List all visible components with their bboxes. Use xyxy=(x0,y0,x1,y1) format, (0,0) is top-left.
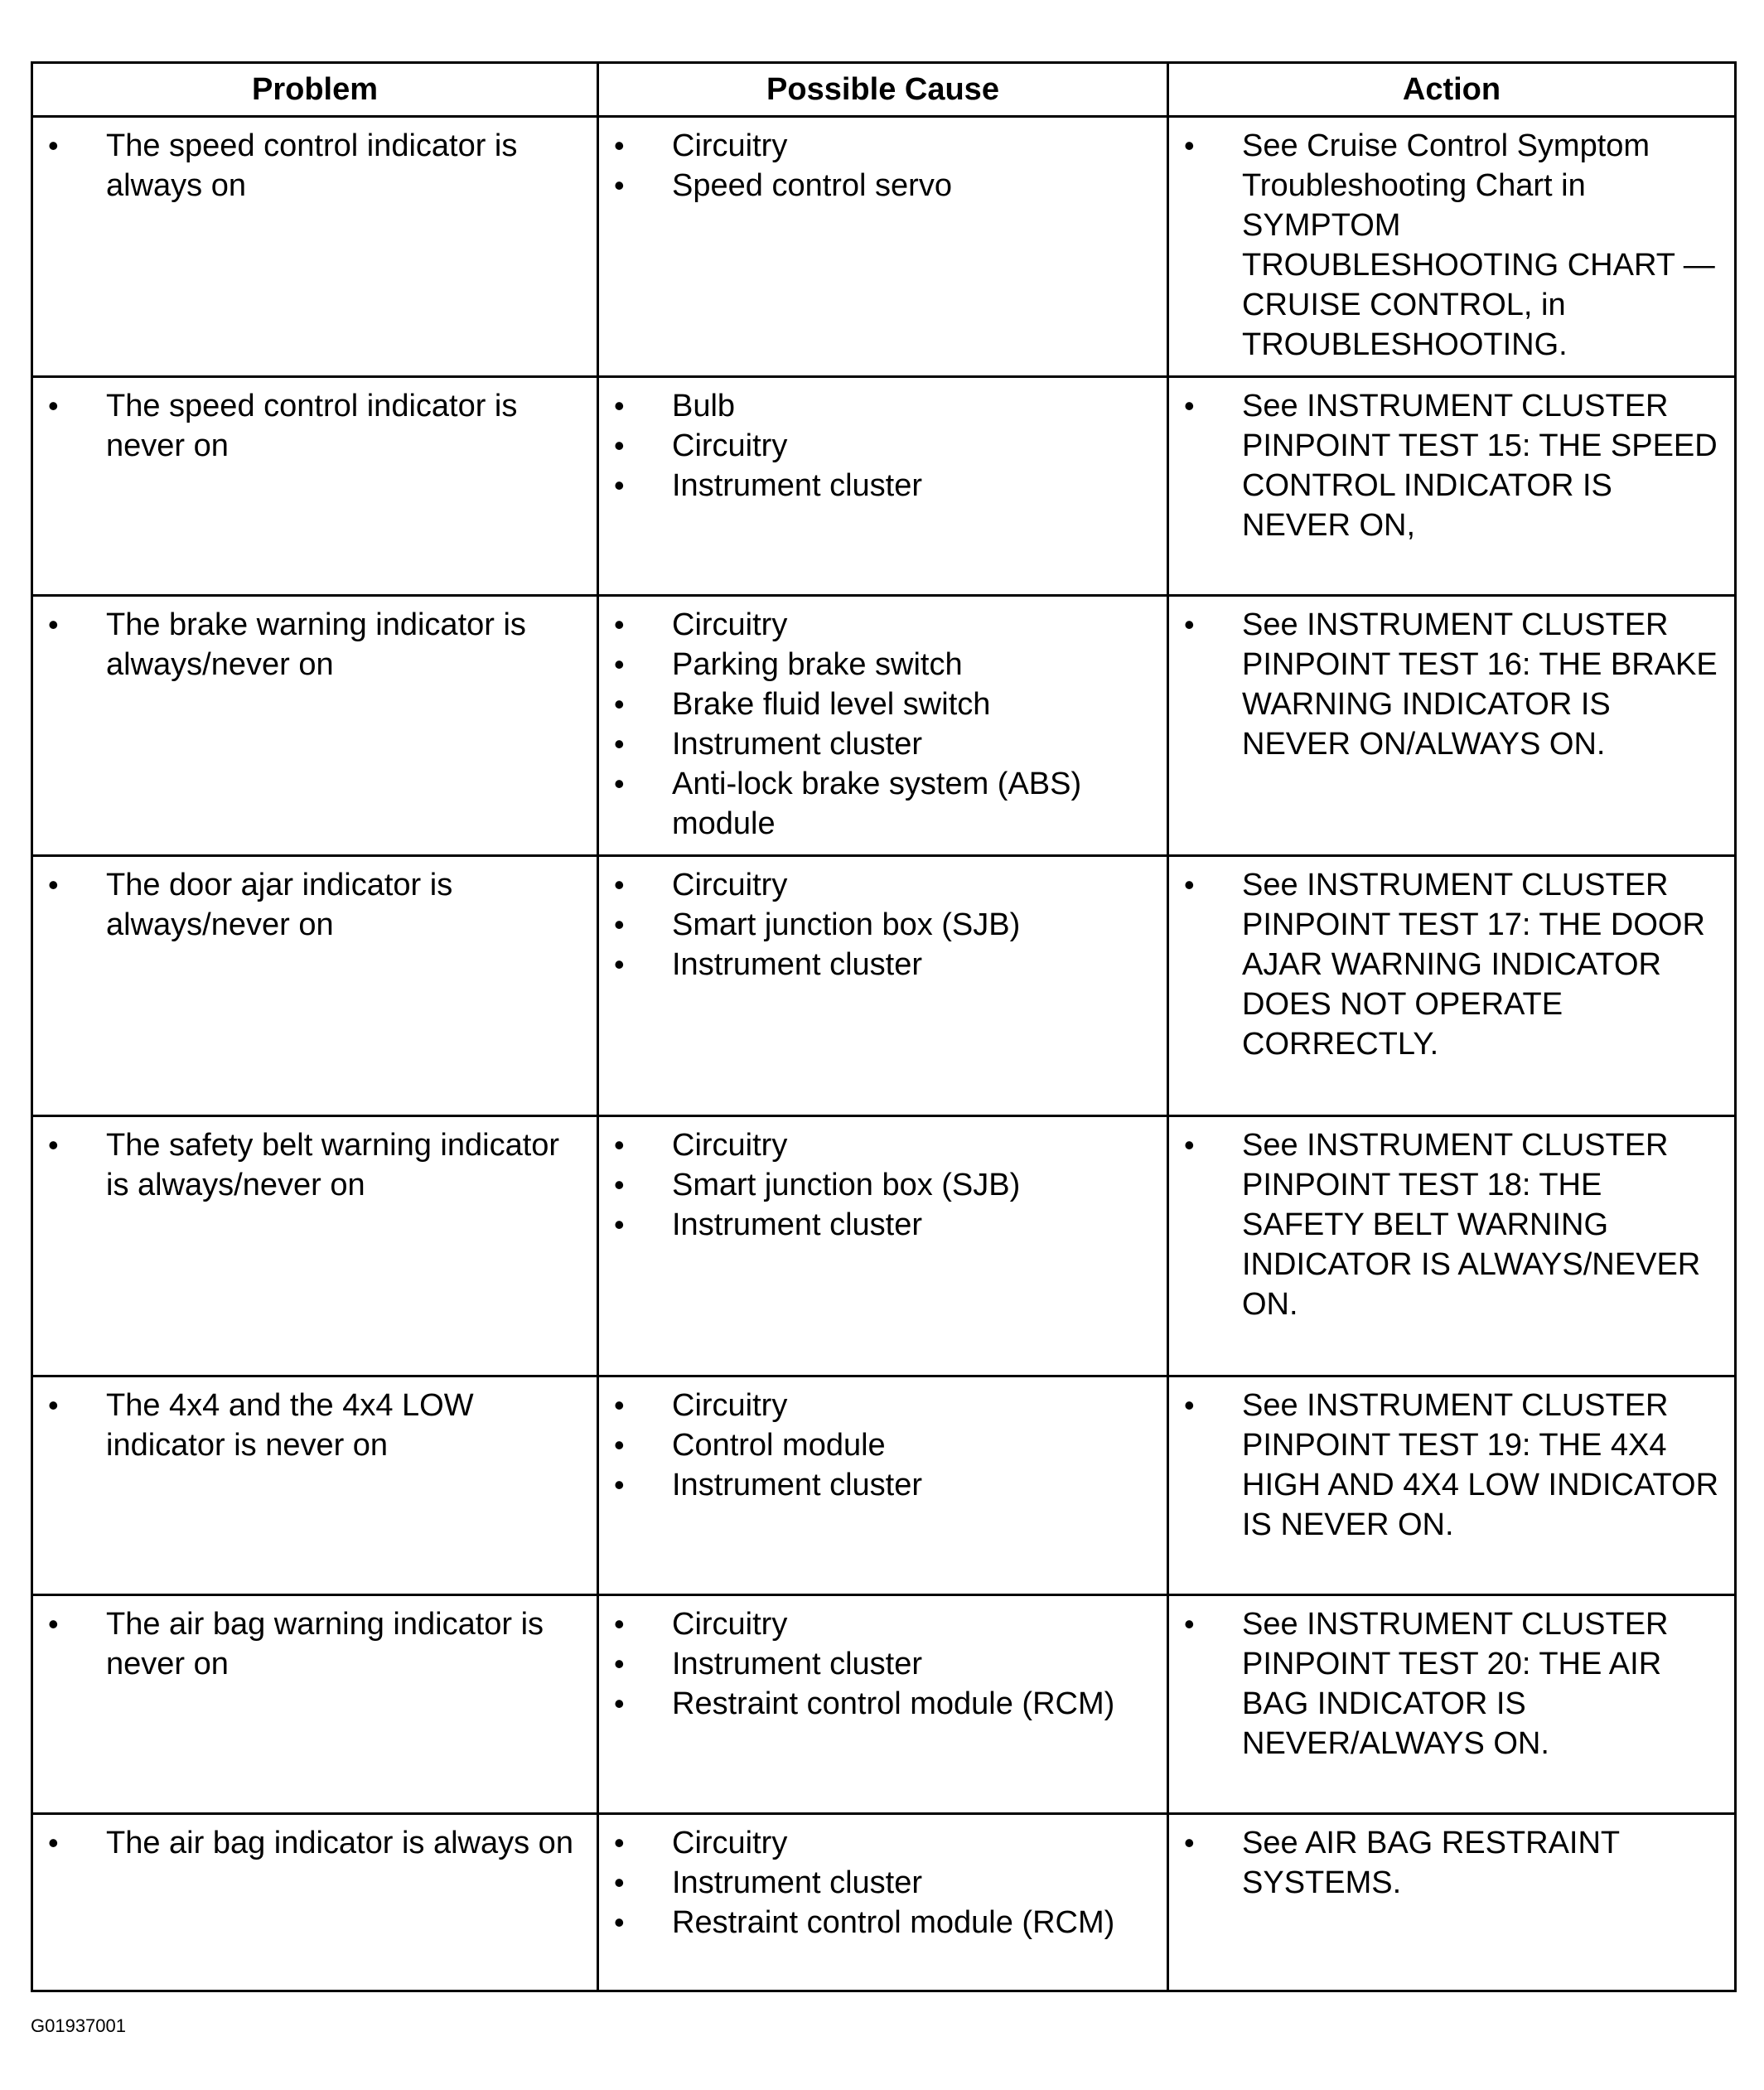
figure-id-caption: G01937001 xyxy=(31,2015,126,2036)
table-row xyxy=(32,596,1736,856)
possible-cause-list xyxy=(607,1125,1153,1245)
action-list xyxy=(1177,1125,1721,1324)
problem-list xyxy=(41,1386,583,1465)
possible-cause-cell xyxy=(598,117,1168,377)
action-cell xyxy=(1168,1814,1736,1991)
possible-cause-item: • Circuitry xyxy=(607,605,1153,645)
header-problem: Problem xyxy=(32,63,598,117)
problem-cell xyxy=(32,117,598,377)
problem-text: • The speed control indicator is always on xyxy=(41,126,583,206)
possible-cause-cell xyxy=(598,596,1168,856)
possible-cause-item: • Instrument cluster xyxy=(607,945,1153,985)
action-text: • See INSTRUMENT CLUSTER PINPOINT TEST 16: THE BRAKE WARNING INDICATOR IS NEVER ON/ALWAYS ON. xyxy=(1177,605,1721,764)
possible-cause-list xyxy=(607,1823,1153,1942)
problem-text: • The brake warning indicator is always/never on xyxy=(41,605,583,685)
table-row xyxy=(32,1814,1736,1991)
problem-text: • The safety belt warning indicator is always/never on xyxy=(41,1125,583,1205)
table-row xyxy=(32,1116,1736,1376)
possible-cause-item: • Circuitry xyxy=(607,1125,1153,1165)
possible-cause-list xyxy=(607,386,1153,506)
problem-list xyxy=(41,605,583,685)
possible-cause-item: • Circuitry xyxy=(607,126,1153,166)
table-row xyxy=(32,1595,1736,1814)
table-row xyxy=(32,1376,1736,1595)
possible-cause-item: • Circuitry xyxy=(607,1386,1153,1425)
table-body xyxy=(32,117,1736,1991)
possible-cause-list xyxy=(607,1386,1153,1505)
header-action: Action xyxy=(1168,63,1736,117)
possible-cause-item: • Restraint control module (RCM) xyxy=(607,1903,1153,1942)
header-possible-cause: Possible Cause xyxy=(598,63,1168,117)
possible-cause-item: • Instrument cluster xyxy=(607,466,1153,506)
action-list xyxy=(1177,1604,1721,1763)
action-text: • See INSTRUMENT CLUSTER PINPOINT TEST 17: THE DOOR AJAR WARNING INDICATOR DOES NOT OPERATE CORRECTLY. xyxy=(1177,865,1721,1064)
possible-cause-list xyxy=(607,1604,1153,1724)
problem-list xyxy=(41,126,583,206)
possible-cause-cell xyxy=(598,1814,1168,1991)
possible-cause-item: • Smart junction box (SJB) xyxy=(607,1165,1153,1205)
possible-cause-item: • Smart junction box (SJB) xyxy=(607,905,1153,945)
action-cell xyxy=(1168,596,1736,856)
possible-cause-list xyxy=(607,605,1153,844)
possible-cause-item: • Parking brake switch xyxy=(607,645,1153,685)
problem-list xyxy=(41,1823,583,1863)
problem-cell xyxy=(32,377,598,596)
action-list xyxy=(1177,1823,1721,1903)
possible-cause-cell xyxy=(598,1376,1168,1595)
problem-text: • The 4x4 and the 4x4 LOW indicator is never on xyxy=(41,1386,583,1465)
possible-cause-item: • Instrument cluster xyxy=(607,1863,1153,1903)
problem-text: • The speed control indicator is never on xyxy=(41,386,583,466)
problem-cell xyxy=(32,1814,598,1991)
action-list xyxy=(1177,605,1721,764)
possible-cause-item: • Brake fluid level switch xyxy=(607,685,1153,724)
possible-cause-cell xyxy=(598,377,1168,596)
possible-cause-item: • Instrument cluster xyxy=(607,724,1153,764)
possible-cause-item: • Bulb xyxy=(607,386,1153,426)
diagnostic-table-container xyxy=(31,61,1734,1992)
possible-cause-item: • Instrument cluster xyxy=(607,1205,1153,1245)
action-text: • See Cruise Control Symptom Troubleshooting Chart in SYMPTOM TROUBLESHOOTING CHART — CRUISE CONTROL, in TROUBLESHOOTING. xyxy=(1177,126,1721,365)
table-row xyxy=(32,377,1736,596)
problem-cell xyxy=(32,1595,598,1814)
problem-list xyxy=(41,865,583,945)
problem-cell xyxy=(32,596,598,856)
action-text: • See INSTRUMENT CLUSTER PINPOINT TEST 18: THE SAFETY BELT WARNING INDICATOR IS ALWAYS/NEVER ON. xyxy=(1177,1125,1721,1324)
possible-cause-item: • Control module xyxy=(607,1425,1153,1465)
possible-cause-item: • Instrument cluster xyxy=(607,1465,1153,1505)
problem-cell xyxy=(32,1376,598,1595)
action-list xyxy=(1177,126,1721,365)
possible-cause-item: • Circuitry xyxy=(607,1604,1153,1644)
problem-cell xyxy=(32,1116,598,1376)
action-cell xyxy=(1168,377,1736,596)
action-list xyxy=(1177,386,1721,545)
possible-cause-item: • Circuitry xyxy=(607,865,1153,905)
possible-cause-item: • Anti-lock brake system (ABS) module xyxy=(607,764,1153,844)
problem-text: • The door ajar indicator is always/never on xyxy=(41,865,583,945)
action-cell xyxy=(1168,1116,1736,1376)
possible-cause-cell xyxy=(598,856,1168,1116)
possible-cause-item: • Circuitry xyxy=(607,1823,1153,1863)
problem-cell xyxy=(32,856,598,1116)
problem-list xyxy=(41,1125,583,1205)
action-text: • See AIR BAG RESTRAINT SYSTEMS. xyxy=(1177,1823,1721,1903)
table-header-row xyxy=(32,63,1736,117)
action-text: • See INSTRUMENT CLUSTER PINPOINT TEST 20: THE AIR BAG INDICATOR IS NEVER/ALWAYS ON. xyxy=(1177,1604,1721,1763)
action-list xyxy=(1177,1386,1721,1545)
problem-list xyxy=(41,386,583,466)
possible-cause-item: • Restraint control module (RCM) xyxy=(607,1684,1153,1724)
table-row xyxy=(32,856,1736,1116)
table-row xyxy=(32,117,1736,377)
action-text: • See INSTRUMENT CLUSTER PINPOINT TEST 19: THE 4X4 HIGH AND 4X4 LOW INDICATOR IS NEVER ON. xyxy=(1177,1386,1721,1545)
problem-list xyxy=(41,1604,583,1684)
action-list xyxy=(1177,865,1721,1064)
possible-cause-cell xyxy=(598,1595,1168,1814)
action-cell xyxy=(1168,1376,1736,1595)
possible-cause-cell xyxy=(598,1116,1168,1376)
action-cell xyxy=(1168,856,1736,1116)
possible-cause-item: • Circuitry xyxy=(607,426,1153,466)
possible-cause-item: • Instrument cluster xyxy=(607,1644,1153,1684)
diagnostic-table xyxy=(31,61,1737,1992)
action-text: • See INSTRUMENT CLUSTER PINPOINT TEST 15: THE SPEED CONTROL INDICATOR IS NEVER ON, xyxy=(1177,386,1721,545)
possible-cause-list xyxy=(607,126,1153,206)
action-cell xyxy=(1168,117,1736,377)
problem-text: • The air bag indicator is always on xyxy=(41,1823,583,1863)
problem-text: • The air bag warning indicator is never on xyxy=(41,1604,583,1684)
possible-cause-list xyxy=(607,865,1153,985)
action-cell xyxy=(1168,1595,1736,1814)
possible-cause-item: • Speed control servo xyxy=(607,166,1153,206)
